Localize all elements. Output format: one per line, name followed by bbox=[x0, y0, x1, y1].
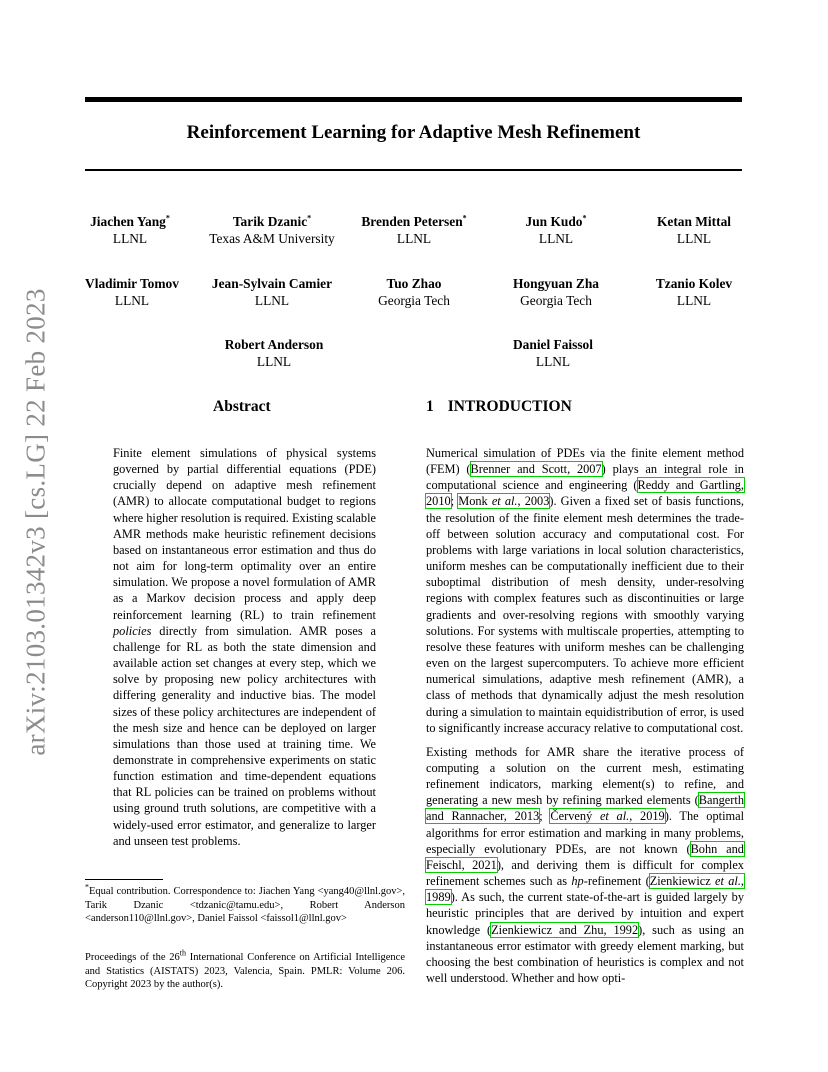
introduction-heading: 1 INTRODUCTION bbox=[426, 398, 572, 415]
author-name: Hongyuan Zha bbox=[513, 276, 599, 291]
footnote-rule bbox=[85, 879, 163, 880]
author-name: Jun Kudo* bbox=[525, 213, 587, 229]
arxiv-identifier: arXiv:2103.01342v3 [cs.LG] 22 Feb 2023 bbox=[20, 288, 51, 756]
author-block bbox=[609, 213, 779, 247]
abstract-heading: Abstract bbox=[213, 398, 271, 415]
author-affiliation: LLNL bbox=[254, 293, 290, 308]
title-top-rule bbox=[85, 97, 742, 102]
author-name: Tzanio Kolev bbox=[655, 276, 733, 291]
paper-title: Reinforcement Learning for Adaptive Mesh Refinement bbox=[186, 122, 641, 143]
intro-paragraph-2: Existing methods for AMR share the iterative process of computing a solution on the current mesh, estimating refinement indicators, marking element(s) to refine, and generating a new mesh by refining marked elements (Bangerth and Rannacher, 2013; Červený et al., 2019). The optimal algorithms for error estimation and marking in many problems, especially evolutionary PDEs, are not known (Bohn and Feischl, 2021), and deriving them is difficult for complex refinement schemes such as hp-refinement (Zienkiewicz et al., 1989). As such, the current state-of-the-art is guided largely by heuristic principles that are derived by intuition and expert knowledge (Zienkiewicz and Zhu, 1992), such as using an instantaneous error estimator with greedy element marking, but choosing the best combination of heuristics is complex and not well understood. Whether and how opti- bbox=[426, 744, 745, 985]
author-affiliation: LLNL bbox=[112, 231, 148, 246]
author-affiliation: LLNL bbox=[114, 293, 150, 308]
author-name: Robert Anderson bbox=[224, 337, 324, 352]
title-bottom-rule bbox=[85, 169, 742, 171]
author-affiliation: LLNL bbox=[676, 293, 712, 308]
abstract-text: Finite element simulations of physical systems governed by partial differential equations (PDE) crucially depend on adaptive mesh refinement (AMR) to allocate computational budget to regions where higher resolution is required. Existing scalable AMR methods make heuristic refinement decisions based on instantaneous error estimation and thus do not aim for long-term optimality over an entire simulation. We propose a novel formulation of AMR as a Markov decision process and apply deep reinforcement learning (RL) to train refinement policies directly from simulation. AMR poses a challenge for RL as both the state dimension and available action set changes at every step, which we solve by proposing new policy architectures with differing generality and inductive bias. The model sizes of these policy architectures are independent of the mesh size and hence can be deployed on larger simulations than those used at training time. We demonstrate in comprehensive experiments on static function estimation and time-dependent equations that RL policies can be trained on problems without using ground truth solutions, are competitive with a widely-used error estimator, and generalize to larger and unseen test problems. bbox=[113, 446, 376, 848]
author-name: Daniel Faissol bbox=[513, 337, 593, 352]
author-affiliation: LLNL bbox=[256, 354, 292, 369]
proceedings-note: Proceedings of the 26th International Conference on Artificial Intelligence and Statistics (AISTATS) 2023, Valencia, Spain. PMLR: Volume 206. Copyright 2023 by the author(s). bbox=[85, 948, 405, 991]
footnote: *Equal contribution. Correspondence to: Jiachen Yang <yang40@llnl.gov>, Tarik Dzanic <tdzanic@tamu.edu>, Robert Anderson <anderson110@llnl.gov>, Daniel Faissol <faissol1@llnl.gov> bbox=[85, 882, 405, 925]
author-name: Brenden Petersen* bbox=[361, 213, 467, 229]
author-name: Vladimir Tomov bbox=[85, 276, 179, 291]
author-affiliation: Georgia Tech bbox=[378, 293, 450, 308]
author-name: Tarik Dzanic* bbox=[232, 213, 312, 229]
citation-link[interactable]: Brenner and Scott, 2007 bbox=[470, 462, 602, 477]
author-block bbox=[609, 275, 779, 309]
introduction-body bbox=[426, 445, 744, 994]
citation-link[interactable]: Monk et al., 2003 bbox=[458, 494, 550, 509]
citation-link[interactable]: Červený et al., 2019 bbox=[550, 809, 665, 824]
author-block bbox=[189, 336, 359, 370]
citation-link[interactable]: Zienkiewicz et al., 1989 bbox=[426, 874, 745, 905]
citation-link[interactable]: Zienkiewicz and Zhu, 1992 bbox=[491, 922, 639, 937]
intro-paragraph-1: Numerical simulation of PDEs via the finite element method (FEM) (Brenner and Scott, 2007) plays an integral role in computational science and engineering (Reddy and Gartling, 2010; Monk et al., 2003). Given a fixed set of basis functions, the resolution of the finite element mesh determines the trade-off between solution accuracy and computational cost. For problems with large variations in local solution characteristics, uniform meshes can be computationally inefficient due to their suboptimal distribution of mesh density, under-resolving regions with complex features such as discontinuities or large gradients and over-resolving regions with smoothly varying solutions. For systems with multiscale properties, attempting to resolve these features with uniform meshes can be challenging even on the largest supercomputers. To achieve more efficient numerical simulations, adaptive mesh refinement (AMR), a class of methods that dynamically adjust the mesh resolution during a simulation to maintain equidistribution of error, is used to significantly increase accuracy relative to computational cost. bbox=[426, 446, 745, 735]
author-affiliation: Georgia Tech bbox=[520, 293, 592, 308]
author-name: Jean-Sylvain Camier bbox=[211, 276, 333, 291]
citation-link[interactable]: Reddy and Gartling, 2010 bbox=[426, 478, 744, 509]
citation-link[interactable]: Bohn and Feischl, 2021 bbox=[426, 841, 744, 872]
author-affiliation: LLNL bbox=[535, 354, 571, 369]
citation-link[interactable]: Bangerth and Rannacher, 2013 bbox=[426, 793, 744, 824]
author-name: Tuo Zhao bbox=[386, 276, 442, 291]
author-affiliation: LLNL bbox=[396, 231, 432, 246]
author-affiliation: Texas A&M University bbox=[209, 231, 335, 246]
author-affiliation: LLNL bbox=[538, 231, 574, 246]
author-name: Jiachen Yang* bbox=[90, 213, 170, 229]
author-block bbox=[468, 336, 638, 370]
author-name: Ketan Mittal bbox=[656, 214, 731, 229]
author-affiliation: LLNL bbox=[676, 231, 712, 246]
